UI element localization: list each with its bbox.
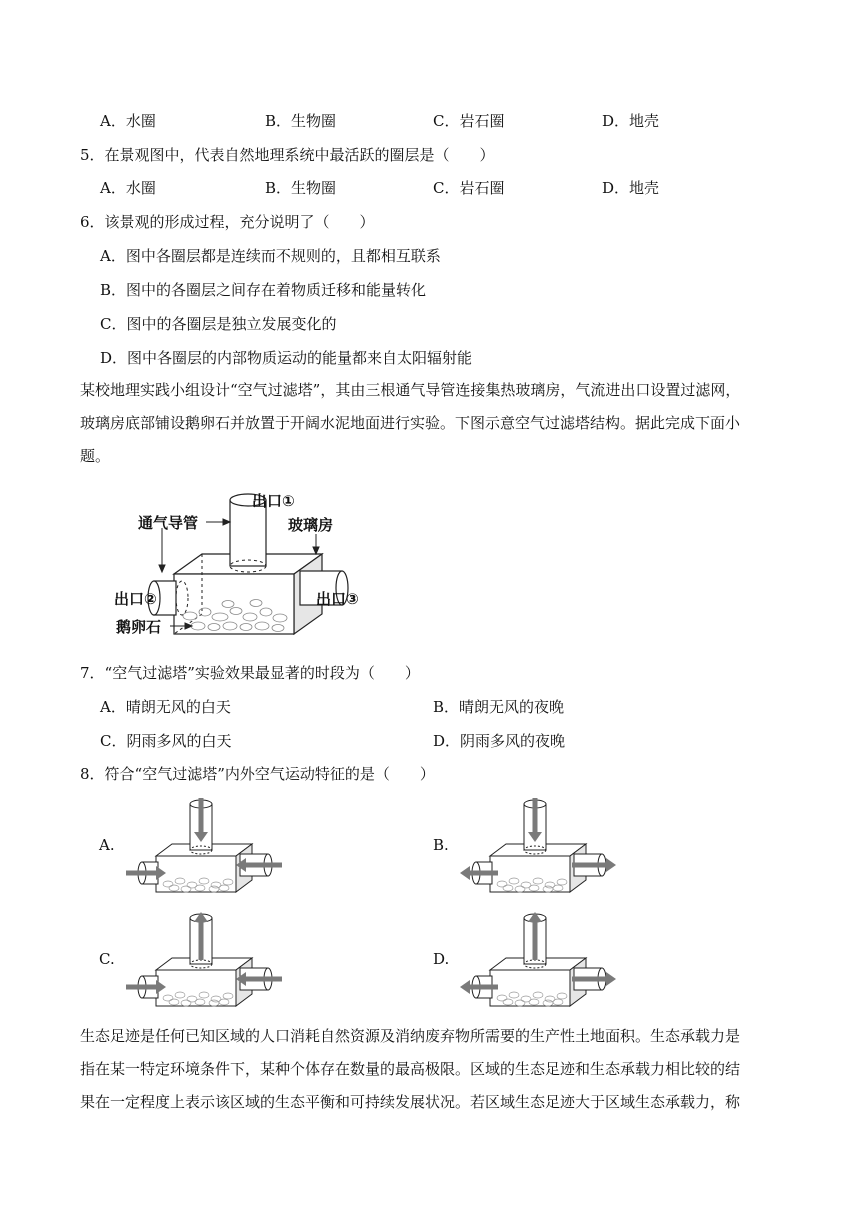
q7-option-c[interactable]: C．阴雨多风的白天 xyxy=(100,732,232,750)
passage2-line2: 指在某一特定环境条件下，某种个体存在数量的最高极限。区域的生态足迹和生态承载力相比较的结 xyxy=(80,1060,741,1078)
passage1-line2: 玻璃房底部铺设鹅卵石并放置于开阔水泥地面进行实验。下图示意空气过滤塔结构。据此完成下面小 xyxy=(80,414,741,432)
box-front-face xyxy=(156,856,236,892)
left-airflow-arrow-head xyxy=(460,980,470,994)
right-airflow-arrow-head xyxy=(606,858,616,872)
q8-option-c-label[interactable]: C. xyxy=(99,950,115,968)
q7-option-b[interactable]: B．晴朗无风的夜晚 xyxy=(433,698,565,716)
q6-option-b-row xyxy=(0,278,860,302)
q4-option-a[interactable]: A．水圈 xyxy=(100,112,156,130)
q6-option-d-row xyxy=(0,346,860,370)
q6-option-a-row xyxy=(0,244,860,268)
air-filter-tower-diagram xyxy=(110,484,380,644)
label-pebbles: 鹅卵石 xyxy=(116,618,162,636)
q8-stem-row xyxy=(0,762,860,786)
q8-option-b-label[interactable]: B. xyxy=(433,836,449,854)
q6-stem: 6．该景观的形成过程，充分说明了（ ） xyxy=(80,213,375,231)
passage2-line1: 生态足迹是任何已知区域的人口消耗自然资源及消纳废弃物所需要的生产性土地面积。生态承载力是 xyxy=(80,1027,741,1045)
passage1-line3: 题。 xyxy=(80,447,111,465)
arrowhead xyxy=(223,519,230,525)
q4-option-c[interactable]: C．岩石圈 xyxy=(433,112,505,130)
box-front-face xyxy=(156,970,236,1006)
passage1-line1: 某校地理实践小组设计“空气过滤塔”，其由三根通气导管连接集热玻璃房，气流进出口设置过滤网， xyxy=(80,381,741,399)
q5-option-d[interactable]: D．地壳 xyxy=(602,179,660,197)
arrowhead xyxy=(313,547,319,554)
q6-option-a[interactable]: A．图中各圈层都是连续而不规则的，且都相互联系 xyxy=(100,247,441,265)
q5-stem-row xyxy=(0,143,860,167)
q8-option-a-label[interactable]: A. xyxy=(99,836,115,854)
label-glasshouse: 玻璃房 xyxy=(288,516,334,534)
q6-option-c-row xyxy=(0,312,860,336)
q5-options xyxy=(0,176,860,200)
passage-air-filter-tower xyxy=(80,374,780,473)
q6-option-c[interactable]: C．图中的各圈层是独立发展变化的 xyxy=(100,315,337,333)
label-outlet-2: 出口② xyxy=(114,590,157,608)
q4-option-b[interactable]: B．生物圈 xyxy=(265,112,337,130)
q4-options xyxy=(0,109,860,133)
right-airflow-arrow-head xyxy=(606,972,616,986)
q7-options-row1 xyxy=(0,695,860,719)
q7-stem: 7．“空气过滤塔”实验效果最显著的时段为（ ） xyxy=(80,664,420,682)
label-outlet-3: 出口③ xyxy=(316,590,359,608)
q5-option-c[interactable]: C．岩石圈 xyxy=(433,179,505,197)
passage2-line3: 果在一定程度上表示该区域的生态平衡和可持续发展状况。若区域生态足迹大于区域生态承载力，称 xyxy=(80,1093,741,1111)
q8-diagram-c[interactable] xyxy=(124,910,284,1014)
label-vent-pipe: 通气导管 xyxy=(138,514,199,532)
q6-stem-row xyxy=(0,210,860,234)
q5-option-b[interactable]: B．生物圈 xyxy=(265,179,337,197)
q5-stem: 5．在景观图中，代表自然地理系统中最活跃的圈层是（ ） xyxy=(80,146,495,164)
box-front-face xyxy=(490,856,570,892)
q8-diagram-a[interactable] xyxy=(124,796,284,900)
q6-option-b[interactable]: B．图中的各圈层之间存在着物质迁移和能量转化 xyxy=(100,281,427,299)
q8-diagram-d[interactable] xyxy=(458,910,618,1014)
q7-option-a[interactable]: A．晴朗无风的白天 xyxy=(100,698,231,716)
box-front-face xyxy=(490,970,570,1006)
left-airflow-arrow-head xyxy=(460,866,470,880)
q7-stem-row xyxy=(0,661,860,685)
q4-option-d[interactable]: D．地壳 xyxy=(602,112,660,130)
q7-option-d[interactable]: D．阴雨多风的夜晚 xyxy=(433,732,566,750)
q7-options-row2 xyxy=(0,729,860,753)
q8-diagram-b[interactable] xyxy=(458,796,618,900)
q8-stem: 8．符合“空气过滤塔”内外空气运动特征的是（ ） xyxy=(80,765,435,783)
arrowhead xyxy=(159,565,165,572)
passage-ecological-footprint xyxy=(80,1020,780,1119)
q5-option-a[interactable]: A．水圈 xyxy=(100,179,156,197)
label-outlet-1: 出口① xyxy=(252,492,295,510)
q8-option-d-label[interactable]: D. xyxy=(433,950,450,968)
q6-option-d[interactable]: D．图中各圈层的内部物质运动的能量都来自太阳辐射能 xyxy=(100,349,473,367)
